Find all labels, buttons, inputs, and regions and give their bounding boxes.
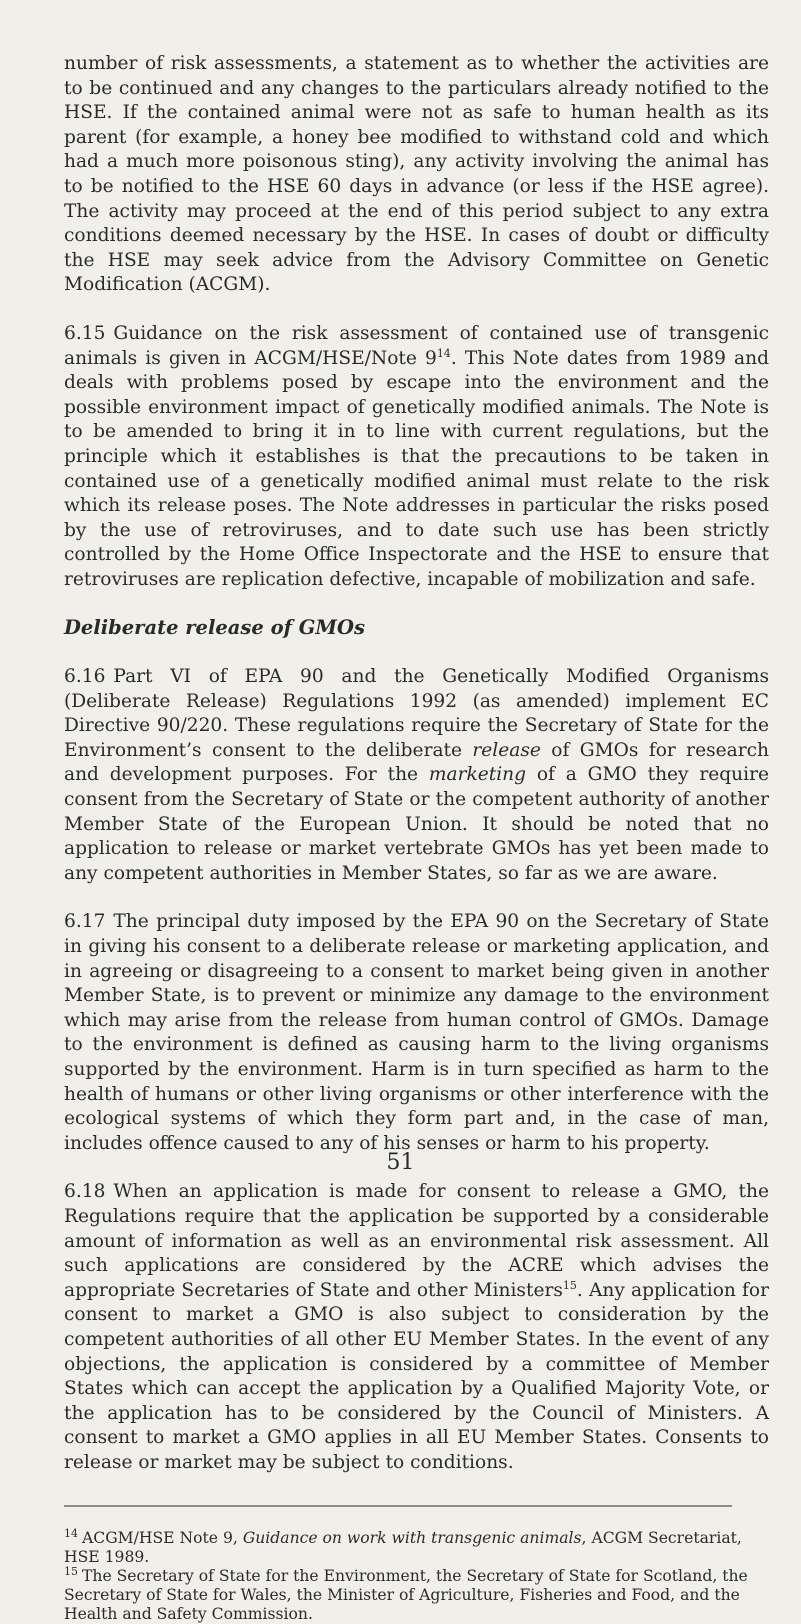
- paragraph-6-16: 6.16 Part VI of EPA 90 and the Genetically Modified Organisms (Deliberate Release) Regulations 1992 (as amended) implement EC Directive 90/220. These regulations require the Secretary of State for the Environment’s consent to the deliberate release of GMOs for research and development purposes. For the marketing of a GMO they require consent from the Secretary of State or the competent authority of another Member State of the European Union. It should be noted that no application to release or market vertebrate GMOs has yet been made to any competent authorities in Member States, so far as we are aware.: [64, 666, 769, 884]
- footnote-ref-14[interactable]: 14: [436, 346, 451, 360]
- page-number: 51: [386, 1150, 415, 1175]
- paragraph-6-17: 6.17 The principal duty imposed by the EPA 90 on the Secretary of State in giving his consent to a deliberate release or marketing application, and in agreeing or disagreeing to a consent to market being given in another Member State, is to prevent or minimize any damage to the environment which may arise from the release from human control of GMOs. Damage to the environment is defined as causing harm to the living organisms supported by the environment. Harm is in turn specified as harm to the health of humans or other living organisms or other interference with the ecological systems of which they form part and, in the case of man, includes offence caused to any of his senses or harm to his property.: [64, 911, 769, 1154]
- footnote-mark: 15: [64, 1565, 78, 1579]
- footnote-14: $^{14}$ ACGM/HSE Note 9, Guidance on work with transgenic animals, ACGM Secretariat, HSE 1989.: [64, 1527, 742, 1567]
- footnote-ref-15[interactable]: 15: [562, 1278, 577, 1292]
- emphasis-release: release: [472, 739, 541, 761]
- paragraph-6-18: 6.18 When an application is made for consent to release a GMO, the Regulations require that the application be supported by a considerable amount of information as well as an environmental risk assessment. All such applications are considered by the ACRE which advises the appropriate Secretaries of State and other Ministers$^{15}$. Any application for consent to market a GMO is also subject to consideration by the competent authorities of all other EU Member States. In the event of any objections, the application is considered by a committee of Member States which can accept the application by a Qualified Majority Vote, or the application has to be considered by the Council of Ministers. A consent to market a GMO applies in all EU Member States. Consents to release or market may be subject to conditions.: [64, 1181, 770, 1473]
- footnote-mark: 14: [64, 1527, 78, 1541]
- paragraph-continued: number of risk assessments, a statement as to whether the activities are to be continued and any changes to the particulars already notified to the HSE. If the contained animal were not as safe to human health as its parent (for example, a honey bee modified to withstand cold and which had a much more poisonous sting), any activity involving the animal has to be notified to the HSE 60 days in advance (or less if the HSE agree). The activity may proceed at the end of this period subject to any extra conditions deemed necessary by the HSE. In cases of doubt or difficulty the HSE may seek advice from the Advisory Committee on Genetic Modification (ACGM).: [64, 53, 769, 296]
- paragraph-number: 6.15: [64, 322, 106, 344]
- footnotes: [64, 1529, 769, 1624]
- section-heading: Deliberate release of GMOs: [64, 616, 365, 640]
- footnote-title: Guidance on work with transgenic animals: [242, 1529, 582, 1548]
- footnote-15: $^{15}$ The Secretary of State for the Environment, the Secretary of State for Scotland, the Secretary of State for Wales, the Minister of Agriculture, Fisheries and Food, and the Health and Safety Commission.: [64, 1565, 748, 1624]
- paragraph-number: 6.16: [64, 666, 106, 688]
- paragraph-number: 6.17: [64, 911, 106, 933]
- footnote-divider: [64, 1505, 732, 1507]
- emphasis-marketing: marketing: [428, 764, 527, 786]
- paragraph-number: 6.18: [64, 1181, 106, 1203]
- paragraph-6-15: 6.15 Guidance on the risk assessment of contained use of transgenic animals is given in ACGM/HSE/Note $9^{14}$. This Note dates from 1989 and deals with problems posed by escape into the environment and the possible environment impact of genetically modified animals. The Note is to be amended to bring it in to line with current regulations, but the principle which it establishes is that the precautions to be taken in contained use of a genetically modified animal must relate to the risk which its release poses. The Note addresses in particular the risks posed by the use of retroviruses, and to date such use has been strictly controlled by the Home Office Inspectorate and the HSE to ensure that retroviruses are replication defective, incapable of mobilization and safe.: [64, 322, 769, 590]
